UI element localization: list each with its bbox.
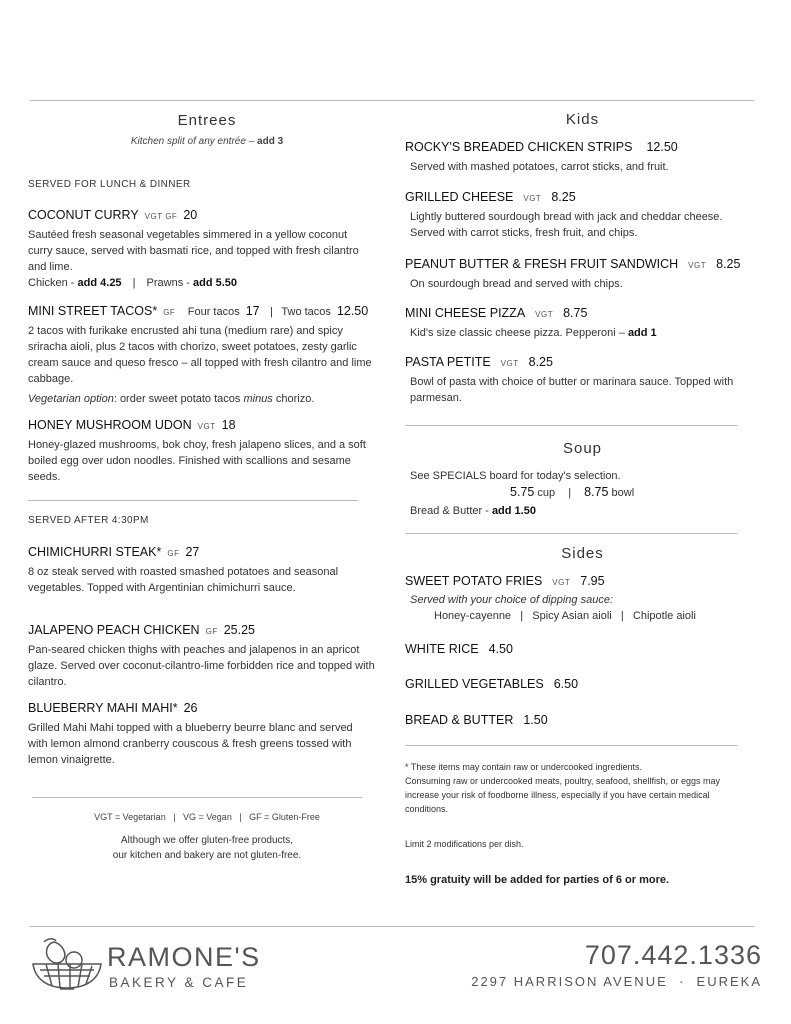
top-divider — [30, 100, 754, 101]
menu-item-white-rice: WHITE RICE 4.50 — [405, 642, 513, 656]
street-address: 2297 HARRISON AVENUE · EUREKA — [471, 974, 762, 989]
lunch-dinner-label: SERVED FOR LUNCH & DINNER — [28, 179, 191, 190]
gratuity-note: 15% gratuity will be added for parties of 6 or more. — [405, 874, 670, 886]
brand-subtitle: BAKERY & CAFE — [109, 975, 249, 990]
soup-bread-addon: Bread & Butter - add 1.50 — [410, 505, 536, 517]
soup-title: Soup — [562, 440, 603, 457]
after-430-label: SERVED AFTER 4:30PM — [28, 515, 149, 526]
gluten-free-disclaimer: Although we offer gluten-free products, our kitchen and bakery are not gluten-free. — [112, 835, 302, 861]
menu-item-sweet-potato-fries: SWEET POTATO FRIES VGT 7.95 Served with your choice of dipping sauce: Honey-cayenne | Spicy Asian aioli | Chipotle aioli — [405, 574, 696, 622]
footer-divider — [30, 926, 754, 927]
modification-limit: Limit 2 modifications per dish. — [405, 839, 524, 849]
raw-food-warning: * These items may contain raw or undercooked ingredients. Consuming raw or undercooked meats, poultry, seafood, shellfish, or eggs may increase your risk of foodborne illness, especially if you have certain medical conditions. — [405, 762, 720, 814]
soup-divider — [405, 533, 737, 534]
entrees-title: Entrees — [177, 112, 237, 129]
menu-item-pasta-petite: PASTA PETITE VGT 8.25 Bowl of pasta with choice of butter or marinara sauce. Topped with parmesan. — [405, 355, 734, 404]
menu-item-pb-fruit-sandwich: PEANUT BUTTER & FRESH FRUIT SANDWICH VGT 8.25 On sourdough bread and served with chips. — [405, 257, 741, 290]
brand-name: RAMONE'S — [107, 942, 261, 972]
entrees-divider — [28, 500, 358, 501]
menu-item-grilled-vegetables: GRILLED VEGETABLES 6.50 — [405, 677, 579, 691]
phone-number: 707.442.1336 — [584, 940, 762, 970]
menu-item-chimichurri-steak: CHIMICHURRI STEAK* GF 27 8 oz steak served with roasted smashed potatoes and seasonal vegetables. Topped with Argentinian chimichurri sauce. — [28, 545, 339, 594]
sides-title: Sides — [561, 545, 604, 562]
entrees-split-note: Kitchen split of any entrée – add 3 — [130, 136, 284, 147]
menu-item-coconut-curry: COCONUT CURRY VGT GF 20 Sautéed fresh seasonal vegetables simmered in a yellow coconut curry sauce, served with basmati rice, and topped with fresh cilantro and lime. Chicken - add 4.25 | Prawns - add 5.50 — [28, 208, 359, 289]
menu-item-rockys-chicken-strips: ROCKY'S BREADED CHICKEN STRIPS 12.50 Served with mashed potatoes, carrot sticks, and fruit. — [405, 140, 678, 173]
menu-item-grilled-cheese: GRILLED CHEESE VGT 8.25 Lightly buttered sourdough bread with jack and cheddar cheese. Served with carrot sticks, fresh fruit, and chips. — [405, 190, 723, 239]
menu-item-honey-mushroom-udon: HONEY MUSHROOM UDON VGT 18 Honey-glazed mushrooms, bok choy, fresh jalapeno slices, and a soft boiled egg over udon noodles. Finished with scallions and sesame seeds. — [28, 418, 366, 483]
menu-item-mini-street-tacos: MINI STREET TACOS* GF Four tacos 17 | Two tacos 12.50 2 tacos with furikake encrusted ahi tuna (medium rare) and spicy sriracha aioli, plus 2 tacos with chorizo, sweet potatoes, zesty garlic cream sauce and queso fresco – all topped with fresh cilantro and lime cabbage. Vegetarian option: order sweet potato tacos minus chorizo. — [28, 304, 372, 405]
menu-item-jalapeno-peach-chicken: JALAPENO PEACH CHICKEN GF 25.25 Pan-seared chicken thighs with peaches and jalapenos in an apricot glaze. Served over coconut-cilantro-lime forbidden rice and topped with cilantro. — [28, 623, 375, 688]
kids-divider — [405, 425, 737, 426]
soup-prices: 5.75 cup | 8.75 bowl — [510, 485, 635, 499]
kids-title: Kids — [565, 111, 600, 128]
pear-bowl-logo-icon — [30, 934, 104, 996]
soup-specials-text: See SPECIALS board for today's selection. — [410, 470, 621, 482]
menu-item-blueberry-mahi-mahi: BLUEBERRY MAHI MAHI* 26 Grilled Mahi Mahi topped with a blueberry beurre blanc and served with lemon almond cranberry couscous & fresh greens tossed with lemon vinaigrette. — [28, 701, 353, 766]
legend-divider — [32, 797, 362, 798]
menu-item-mini-cheese-pizza: MINI CHEESE PIZZA VGT 8.75 Kid's size classic cheese pizza. Pepperoni – add 1 — [405, 306, 657, 339]
sides-divider — [405, 745, 737, 746]
diet-legend: VGT = Vegetarian | VG = Vegan | GF = Gluten-Free — [94, 812, 320, 822]
menu-item-bread-butter: BREAD & BUTTER 1.50 — [405, 713, 548, 727]
